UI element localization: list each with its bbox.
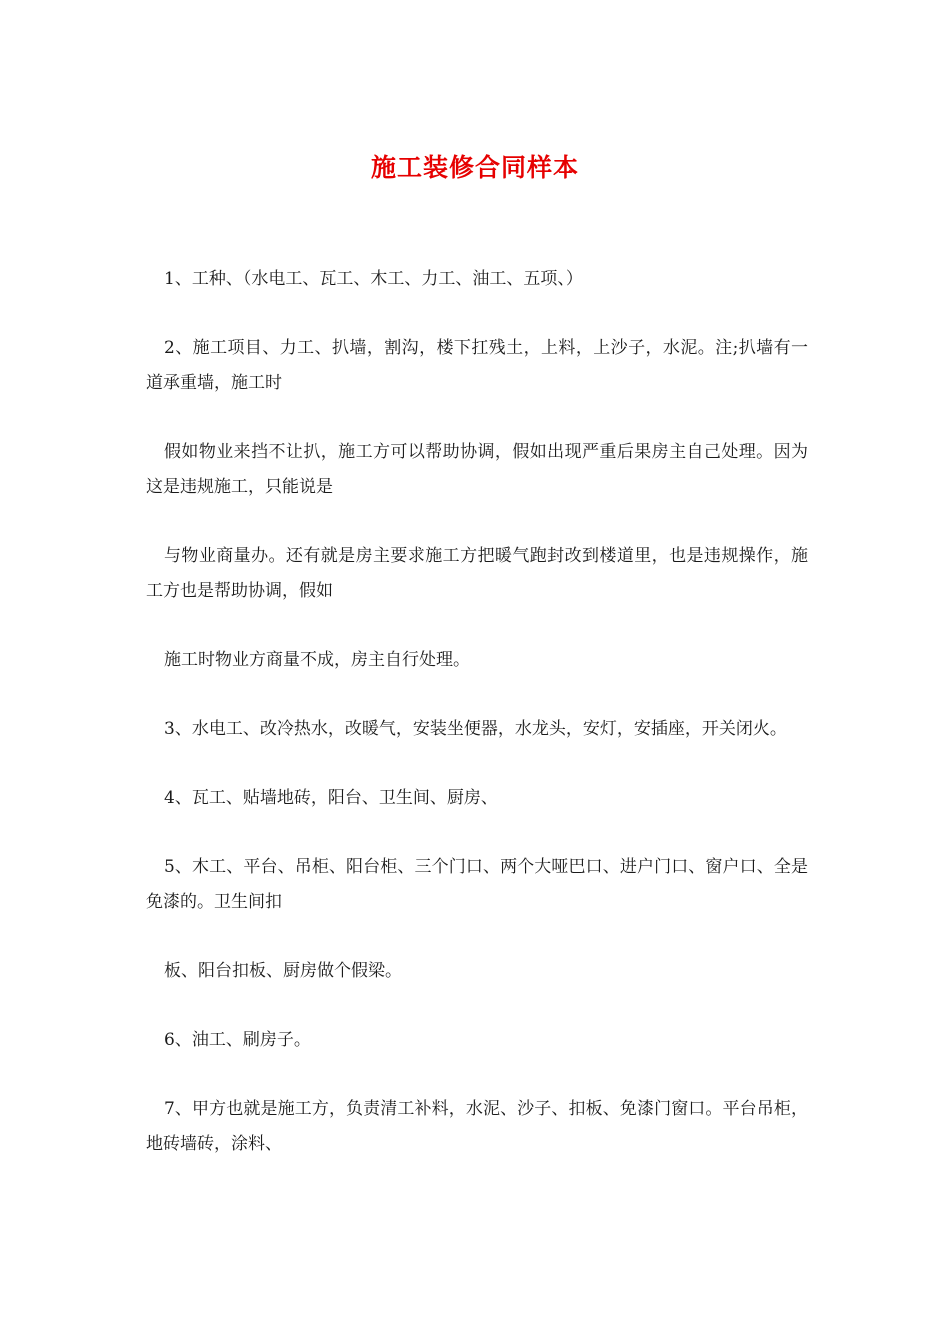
paragraph-10: 6、油工、刷房子。 xyxy=(164,1030,311,1050)
paragraph-2: 2、施工项目、力工、扒墙，割沟，楼下扛残土，上料，上沙子，水泥。注;扒墙有一道承重墙，施工时 xyxy=(146,338,808,393)
paragraph-4: 与物业商量办。还有就是房主要求施工方把暖气跑封改到楼道里，也是违规操作，施工方也是帮助协调，假如 xyxy=(146,546,808,601)
paragraph-9: 板、阳台扣板、厨房做个假梁。 xyxy=(164,961,402,981)
paragraph-3: 假如物业来挡不让扒，施工方可以帮助协调，假如出现严重后果房主自己处理。因为这是违规施工，只能说是 xyxy=(146,442,808,497)
paragraph-7: 4、瓦工、贴墙地砖，阳台、卫生间、厨房、 xyxy=(164,788,498,808)
document-body xyxy=(146,262,808,1196)
paragraph-11: 7、甲方也就是施工方，负责清工补料，水泥、沙子、扣板、免漆门窗口。平台吊柜，地砖墙砖，涂料、 xyxy=(146,1099,808,1154)
document-title: 施工装修合同样本 xyxy=(370,153,579,182)
paragraph-8: 5、木工、平台、吊柜、阳台柜、三个门口、两个大哑巴口、进户门口、窗户口、全是免漆的。卫生间扣 xyxy=(146,857,808,912)
paragraph-5: 施工时物业方商量不成，房主自行处理。 xyxy=(164,650,470,670)
paragraph-1: 1、工种、（水电工、瓦工、木工、力工、油工、五项、） xyxy=(164,269,583,289)
paragraph-6: 3、水电工、改冷热水，改暖气，安装坐便器，水龙头，安灯，安插座，开关闭火。 xyxy=(164,719,787,739)
